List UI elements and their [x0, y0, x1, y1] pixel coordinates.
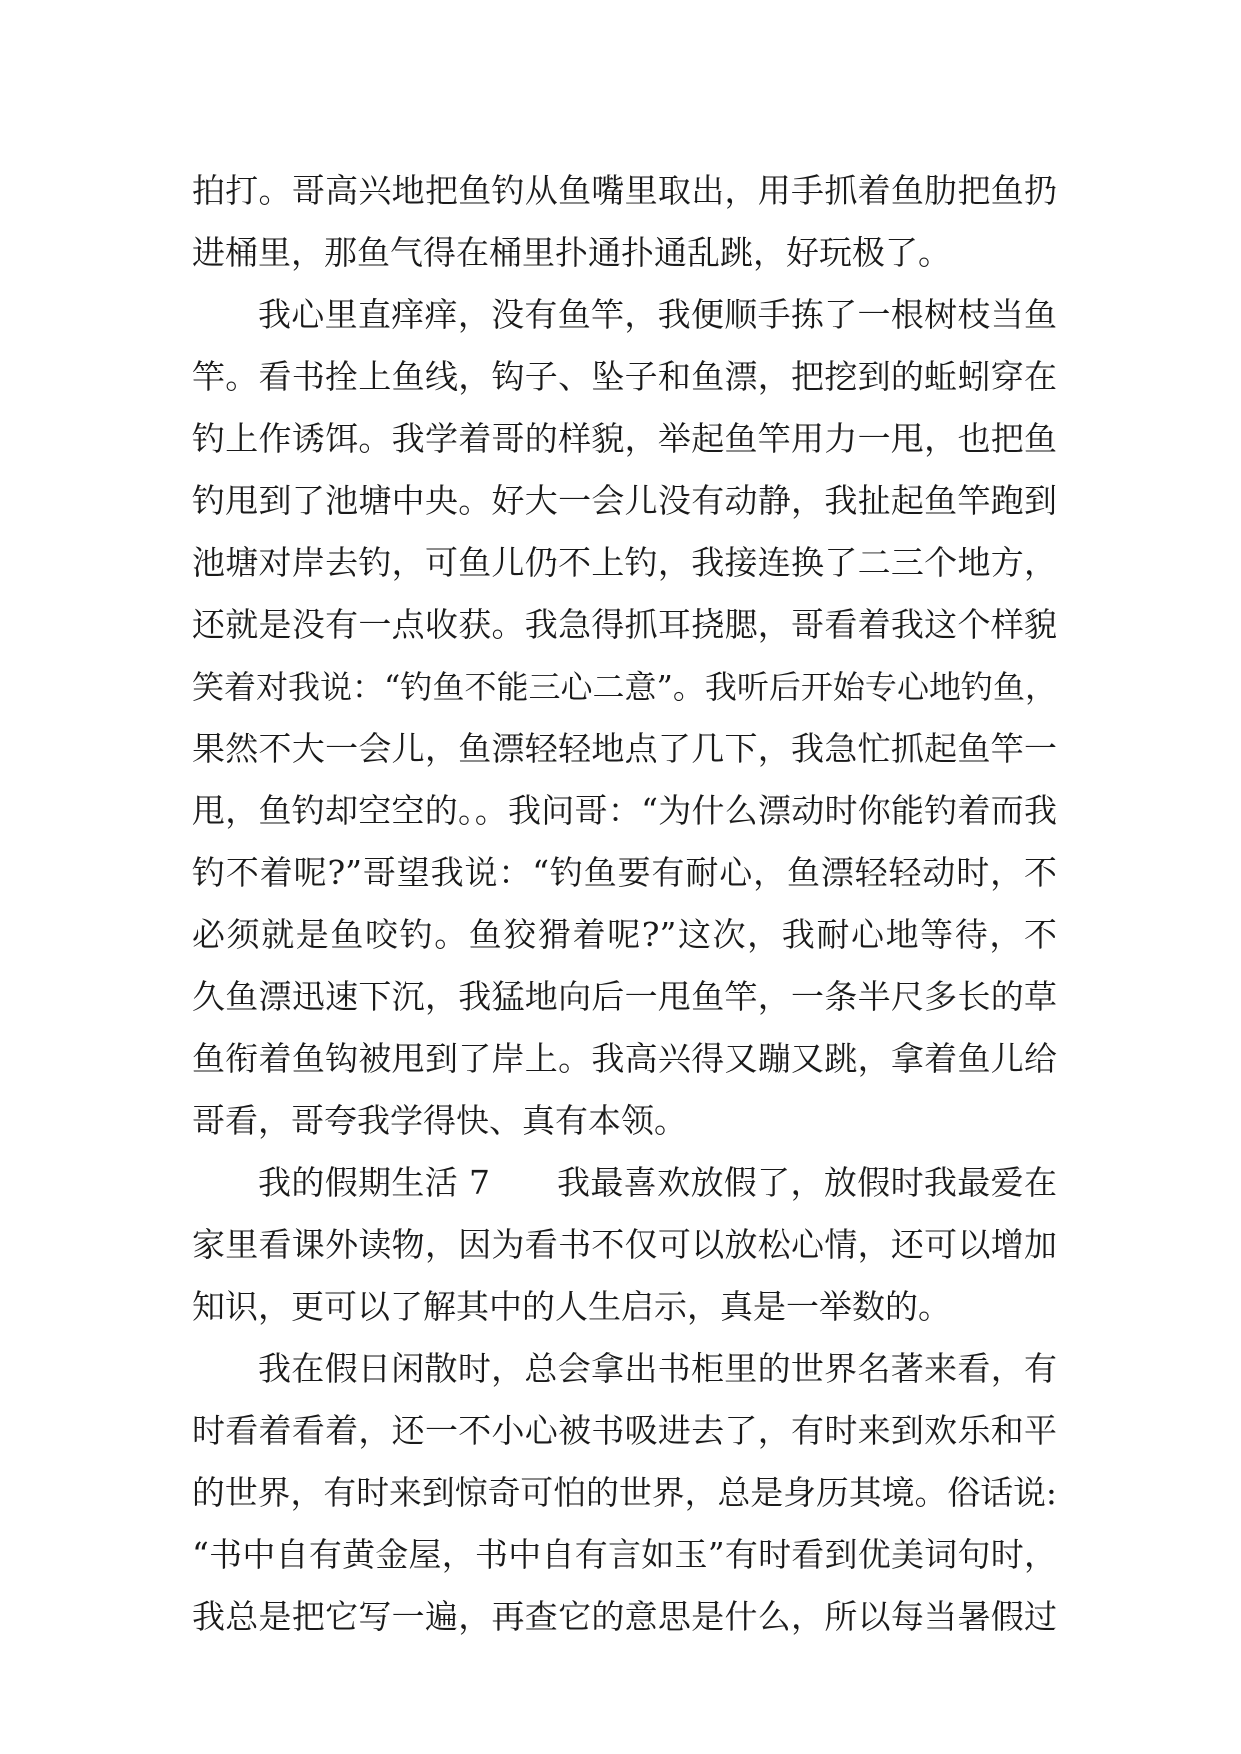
text-line: 知识，更可以了解其中的人生启示，真是一举数的。	[192, 1287, 951, 1326]
text-line: “书中自有黄金屋，书中自有言如玉”有时看到优美词句时，	[192, 1535, 1057, 1574]
text-line: 竿。看书拴上鱼线，钩子、坠子和鱼漂，把挖到的蚯蚓穿在	[192, 357, 1057, 396]
text-line: 进桶里，那鱼气得在桶里扑通扑通乱跳，好玩极了。	[192, 233, 951, 272]
text-line: 果然不大一会儿，鱼漂轻轻地点了几下，我急忙抓起鱼竿一	[192, 729, 1057, 768]
text-line: 的世界，有时来到惊奇可怕的世界，总是身历其境。俗话说:	[192, 1474, 1057, 1512]
text-line: 拍打。哥高兴地把鱼钓从鱼嘴里取出，用手抓着鱼肋把鱼扔	[192, 171, 1057, 210]
text-line: 池塘对岸去钓，可鱼儿仍不上钓，我接连换了二三个地方，	[192, 543, 1057, 582]
text-line: 哥看，哥夸我学得快、真有本领。	[192, 1101, 687, 1140]
text-line: 久鱼漂迅速下沉，我猛地向后一甩鱼竿，一条半尺多长的草	[192, 977, 1057, 1016]
text-line: 鱼衔着鱼钩被甩到了岸上。我高兴得又蹦又跳，拿着鱼儿给	[192, 1039, 1057, 1078]
text-line: 时看着看着，还一不小心被书吸进去了，有时来到欢乐和平	[192, 1411, 1057, 1450]
text-line: 必须就是鱼咬钓。鱼狡猾着呢?”这次，我耐心地等待，不	[192, 915, 1057, 954]
text-line: 甩，鱼钓却空空的。。我问哥：“为什么漂动时你能钓着而我	[192, 791, 1057, 830]
text-line: 我在假日闲散时，总会拿出书柜里的世界名著来看，有	[258, 1349, 1057, 1388]
text-line: 钓不着呢?”哥望我说：“钓鱼要有耐心，鱼漂轻轻动时，不	[192, 853, 1057, 892]
text-line: 还就是没有一点收获。我急得抓耳挠腮，哥看着我这个样貌	[192, 605, 1057, 644]
text-line: 笑着对我说：“钓鱼不能三心二意”。我听后开始专心地钓鱼，	[192, 668, 1057, 706]
text-line: 钓甩到了池塘中央。好大一会儿没有动静，我扯起鱼竿跑到	[192, 481, 1057, 520]
body-text	[192, 160, 1057, 1648]
text-line: 我的假期生活 7 我最喜欢放假了，放假时我最爱在	[258, 1163, 1057, 1202]
text-line: 我总是把它写一遍，再查它的意思是什么，所以每当暑假过	[192, 1597, 1057, 1636]
text-line: 家里看课外读物，因为看书不仅可以放松心情，还可以增加	[192, 1225, 1057, 1264]
text-line: 我心里直痒痒，没有鱼竿，我便顺手拣了一根树枝当鱼	[258, 295, 1057, 334]
text-line: 钓上作诱饵。我学着哥的样貌，举起鱼竿用力一甩，也把鱼	[192, 419, 1057, 458]
